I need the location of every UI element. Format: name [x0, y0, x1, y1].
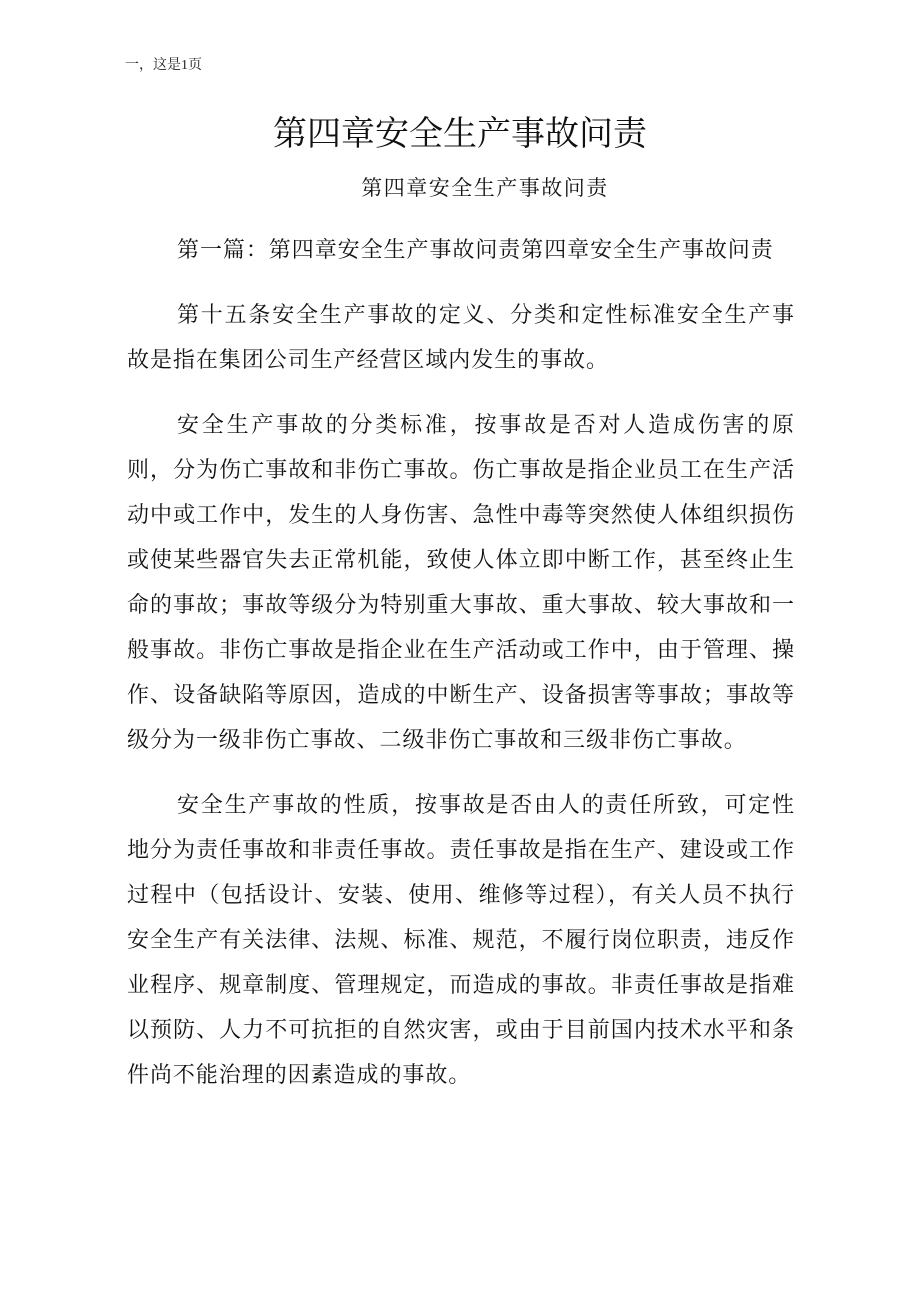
- paragraph-article-15: 第十五条安全生产事故的定义、分类和定性标准安全生产事故是指在集团公司生产经营区域内发生的事故。: [127, 303, 795, 373]
- document-subtitle: 第四章安全生产事故问责: [361, 176, 609, 200]
- paragraph-nature: 安全生产事故的性质，按事故是否由人的责任所致，可定性地分为责任事故和非责任事故。责任事故是指在生产、建设或工作过程中（包括设计、安装、使用、维修等过程），有关人员不执行安全生产有关法律、法规、标准、规范，不履行岗位职责，违反作业程序、规章制度、管理规定，而造成的事故。非责任事故是指难以预防、人力不可抗拒的自然灾害，或由于目前国内技术水平和条件尚不能治理的因素造成的事故。: [127, 793, 795, 1088]
- page-header-label: 一，这是1页: [125, 58, 202, 73]
- paragraph-part-heading: 第一篇：第四章安全生产事故问责第四章安全生产事故问责: [177, 238, 774, 263]
- paragraph-classification: 安全生产事故的分类标准，按事故是否对人造成伤害的原则，分为伤亡事故和非伤亡事故。伤亡事故是指企业员工在生产活动中或工作中，发生的人身伤害、急性中毒等突然使人体组织损伤或使某些器官失去正常机能，致使人体立即中断工作，甚至终止生命的事故；事故等级分为特别重大事故、重大事故、较大事故和一般事故。非伤亡事故是指企业在生产活动或工作中，由于管理、操作、设备缺陷等原因，造成的中断生产、设备损害等事故；事故等级分为一级非伤亡事故、二级非伤亡事故和三级非伤亡事故。: [127, 413, 795, 753]
- document-title: 第四章安全生产事故问责: [273, 114, 647, 154]
- document-body: [127, 228, 795, 1118]
